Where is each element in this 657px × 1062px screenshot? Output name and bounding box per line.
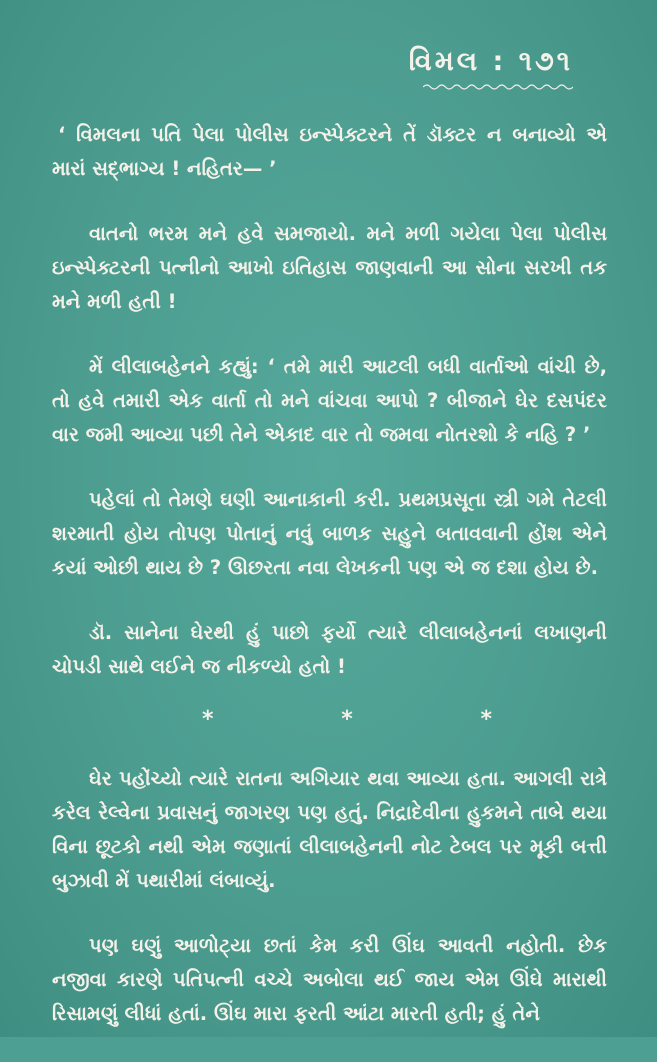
paragraph: પણ ઘણું આળોટ્યા છતાં કેમ કરી ઊંઘ આવતી નહોતી. છેક નજીવા કારણે પતિપત્ની વચ્ચે અબોલા થઈ જાય એમ ઊંઘે મારાથી રિસામણું લીધાં હતાં. ઊંઘ મારા ફરતી આંટા મારતી હતી; હું તેને (52, 934, 607, 1025)
paragraph: વાતનો ભરમ મને હવે સમજાયો. મને મળી ગયેલા પેલા પોલીસ ઇન્સ્પેક્ટરની પત્નીનો આખો ઇતિહાસ જાણવાની આ સોના સરખી તક મને મળી હતી ! (52, 222, 607, 313)
paragraph: પહેલાં તો તેમણે ઘણી આનાકાની કરી. પ્રથમપ્રસૂતા સ્ત્રી ગમે તેટલી શરમાતી હોય તોપણ પોતાનું નવું બાળક સહુને બતાવવાની હોંશ એને કયાં ઓછી થાય છે ? ઊછરતા નવા લેખકની પણ એ જ દશા હોય છે. (52, 488, 607, 579)
paragraph: ઘેર પહોંચ્યો ત્યારે રાતના અગિયાર થવા આવ્યા હતા. આગલી રાત્રે કરેલ રેલ્વેના પ્રવાસનું જાગરણ પણ હતું. નિદ્રાદેવીના હુકમને તાબે થયા વિના છૂટકો નથી એમ જણાતાં લીલાબહેનની નોટ ટેબલ પર મૂકી બત્તી બુઝાવી મેં પથારીમાં લંબાવ્યું. (52, 767, 607, 892)
page-body (52, 118, 607, 1062)
paragraph: ‘ વિમલના પતિ પેલા પોલીસ ઇન્સ્પેક્ટરને તેં ડૉક્ટર ન બનાવ્યો એ મારાં સદ્ભાગ્ય ! નહિતર— ’ (52, 123, 607, 180)
section-separator (202, 707, 492, 732)
running-head-underline (423, 82, 573, 92)
paragraph: ડૉ. સાનેના ઘેરથી હું પાછો ફર્યો ત્યારે લીલાબહેનનાં લખાણની ચોપડી સાથે લઈને જ નીકળ્યો હતો ! (52, 621, 607, 678)
separator-star: * (202, 707, 214, 732)
running-head: વિમલ : ૧૭૧ (408, 46, 573, 77)
separator-star: * (480, 707, 492, 732)
paragraph: મેં લીલાબહેનને કહ્યું: ‘ તમે મારી આટલી બધી વાર્તાઓ વાંચી છે, તો હવે તમારી એક વાર્તા તો મને વાંચવા આપો ? બીજાને ઘેર દસપંદર વાર જમી આવ્યા પછી તેને એકાદ વાર તો જમવા નોતરશો કે નહિ ? ’ (52, 355, 607, 446)
separator-star: * (341, 707, 353, 732)
